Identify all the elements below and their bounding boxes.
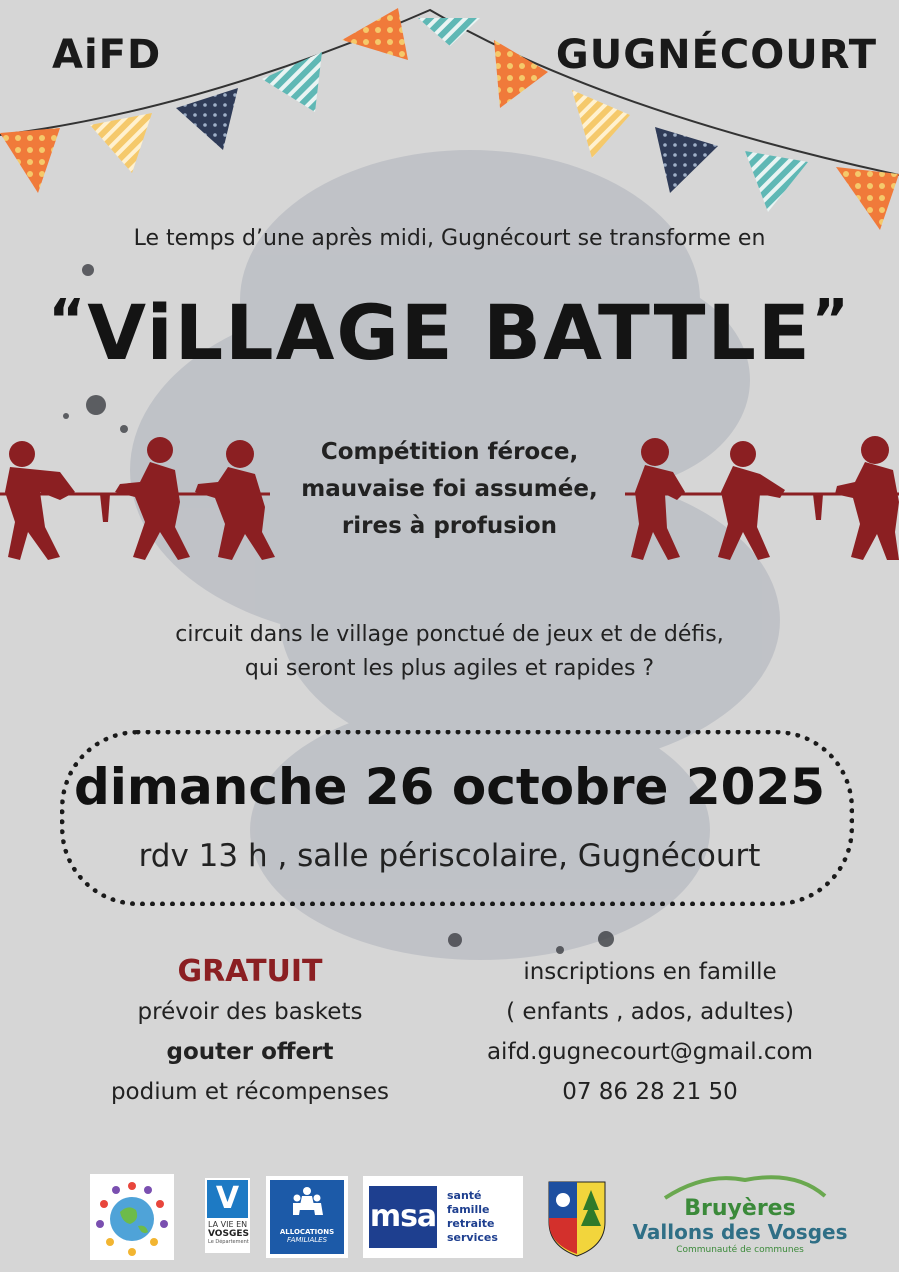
msa-line-services: services <box>447 1231 498 1244</box>
circuit-description <box>0 618 899 686</box>
msa-line-famille: famille <box>447 1203 490 1216</box>
tagline-line-3: rires à profusion <box>341 513 558 539</box>
date-frame <box>60 730 854 906</box>
contact-phone[interactable]: 07 86 28 21 50 <box>562 1079 738 1105</box>
event-title <box>0 288 899 377</box>
msa-logo <box>363 1176 523 1258</box>
tagline-line-1: Compétition féroce, <box>320 439 579 465</box>
event-rdv: rdv 13 h , salle périscolaire, Gugnécourt <box>138 838 761 874</box>
header-right-village: GUGNÉCOURT <box>555 32 877 78</box>
caf-logo <box>266 1176 348 1258</box>
vie-vosges-line3: Le Département <box>208 1239 249 1245</box>
left-info-baskets: prévoir des baskets <box>137 999 363 1025</box>
contact-email[interactable]: aifd.gugnecourt@gmail.com <box>486 1039 814 1065</box>
left-info-gouter: gouter offert <box>166 1039 334 1065</box>
right-info-column <box>465 952 835 1112</box>
right-info-ages: ( enfants , ados, adultes) <box>506 999 794 1025</box>
tagline-line-2: mauvaise foi assumée, <box>301 476 598 502</box>
caf-line2: FAMILIALES <box>286 1236 328 1244</box>
msa-line-sante: santé <box>447 1189 482 1202</box>
intro-text: Le temps d’une après midi, Gugnécourt se transforme en <box>133 226 766 251</box>
msa-mark: msa <box>369 1186 437 1248</box>
bruyeres-line1: Bruyères <box>684 1196 796 1221</box>
right-info-inscriptions: inscriptions en famille <box>523 959 777 985</box>
circuit-line-1: circuit dans le village ponctué de jeux et de défis, <box>175 622 724 647</box>
left-info-column <box>60 952 440 1112</box>
globe-icon <box>90 1174 174 1260</box>
msa-line-retraite: retraite <box>447 1217 495 1230</box>
vie-vosges-line2: VOSGES <box>208 1229 249 1239</box>
header-left-aifd: AiFD <box>52 32 162 78</box>
vie-vosges-line1: LA VIE EN <box>208 1220 248 1229</box>
event-date: dimanche 26 octobre 2025 <box>73 758 826 816</box>
family-icon <box>287 1184 327 1224</box>
bruyeres-vallons-logo <box>625 1170 855 1262</box>
left-info-podium: podium et récompenses <box>110 1079 390 1105</box>
gratuit-label: GRATUIT <box>177 954 323 989</box>
title-quote-close: ” <box>811 288 851 353</box>
tagline <box>0 434 899 545</box>
vie-vosges-mark: V <box>207 1180 248 1218</box>
coat-of-arms-logo <box>545 1178 609 1258</box>
bruyeres-line3: Communauté de communes <box>676 1245 804 1255</box>
title-text: ViLLAGE BATTLE <box>87 288 812 377</box>
circuit-line-2: qui seront les plus agiles et rapides ? <box>244 656 655 681</box>
title-quote-open: “ <box>48 288 88 353</box>
children-globe-logo <box>90 1174 174 1260</box>
shield-icon <box>545 1178 609 1258</box>
caf-line1: ALLOCATIONS <box>279 1228 335 1236</box>
vie-en-vosges-logo <box>205 1178 250 1253</box>
bruyeres-line2: Vallons des Vosges <box>632 1220 848 1244</box>
